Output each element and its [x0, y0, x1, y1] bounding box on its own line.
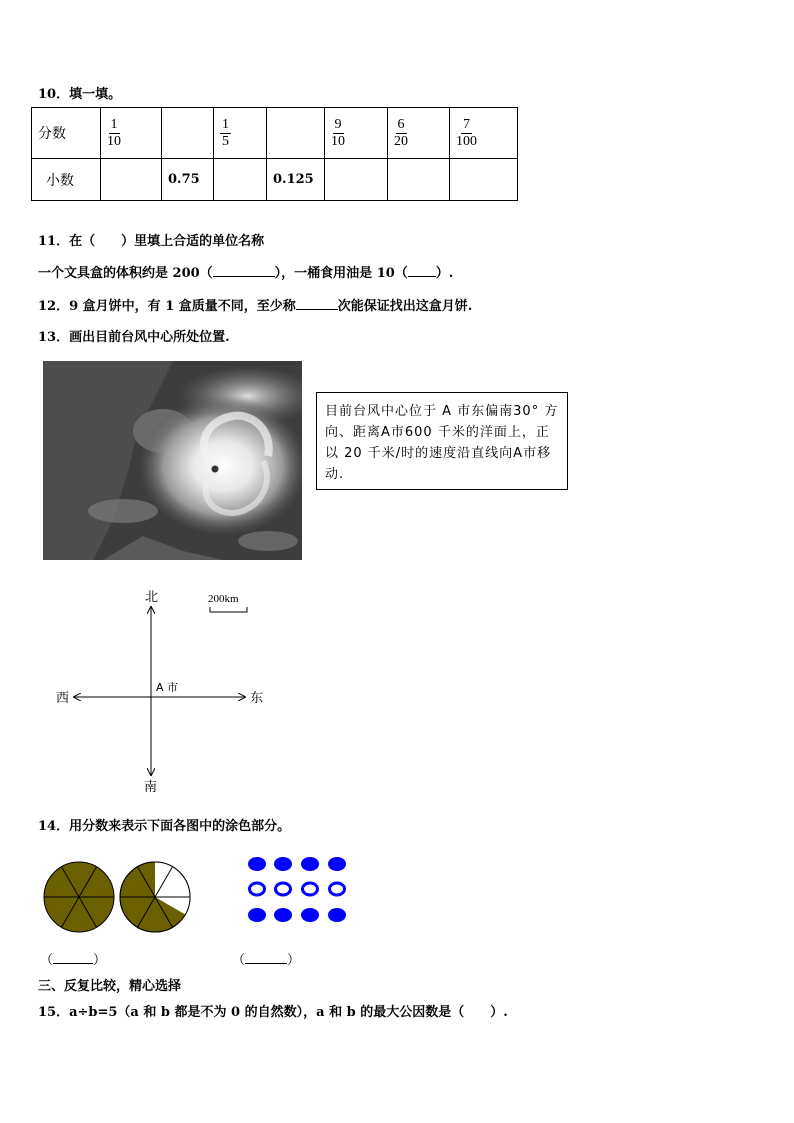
- fraction: $\frac{6}{20}$: [394, 116, 408, 149]
- decimal-cell: 0.75: [162, 159, 214, 201]
- q11-title: 11．在（ ）里填上合适的单位名称: [38, 234, 265, 249]
- decimal-row: [32, 159, 518, 201]
- fraction-cell: [101, 108, 162, 159]
- scale-label: 200km: [208, 593, 239, 605]
- fraction-cell: [325, 108, 388, 159]
- answer-slot-left[interactable]: （ ）: [40, 952, 107, 967]
- dot-figure: [245, 852, 355, 931]
- fraction-cell-blank[interactable]: [162, 108, 214, 159]
- west-label: 西: [56, 691, 70, 706]
- q11-line: [38, 262, 453, 281]
- pie-figures: [40, 857, 195, 941]
- answer-blank[interactable]: [213, 276, 275, 277]
- fraction-cell: [214, 108, 267, 159]
- fraction-decimal-table: [31, 107, 518, 201]
- q12-line: [38, 295, 472, 314]
- east-label: 东: [250, 691, 264, 706]
- fraction: $\frac{1}{10}$: [107, 116, 121, 149]
- full-shaded-circle: [44, 862, 114, 932]
- fraction: $\frac{9}{10}$: [331, 116, 345, 149]
- fraction: $\frac{1}{5}$: [222, 116, 229, 149]
- typhoon-satellite-image: [43, 361, 302, 560]
- fraction-cell: [450, 108, 518, 159]
- partly-shaded-circle: [120, 862, 190, 932]
- q11-text-c: ）.: [435, 266, 454, 281]
- q15-text: 15．a÷b=5（a 和 b 都是不为 0 的自然数），a 和 b 的最大公因数是（ ）.: [38, 1005, 508, 1020]
- q11-text-a: 一个文具盒的体积约是 200（: [38, 266, 213, 281]
- q12-text-a: 12．9 盒月饼中，有 1 盒质量不同，至少称: [38, 299, 296, 314]
- fraction-row: [32, 108, 518, 159]
- answer-blank[interactable]: [408, 276, 436, 277]
- fraction: $\frac{7}{100}$: [456, 116, 477, 149]
- answer-slot-right[interactable]: （ ）: [232, 952, 301, 967]
- q13-title: 13．画出目前台风中心所处位置.: [38, 330, 230, 345]
- decimal-cell-blank[interactable]: [388, 159, 450, 201]
- answer-blank[interactable]: [296, 309, 338, 310]
- typhoon-info-box: 目前台风中心位于 A 市东偏南30° 方向、距离A市600 千米的洋面上，正以 20 千米/时的速度沿直线向A市移动.: [316, 392, 568, 490]
- q12-text-b: 次能保证找出这盒月饼.: [337, 299, 473, 314]
- section-title: 三、反复比较，精心选择: [38, 979, 182, 994]
- fraction-cell-blank[interactable]: [267, 108, 325, 159]
- north-label: 北: [145, 590, 159, 605]
- decimal-cell-blank[interactable]: [450, 159, 518, 201]
- decimal-cell-blank[interactable]: [325, 159, 388, 201]
- scale-bar: [210, 607, 247, 612]
- decimal-cell-blank[interactable]: [101, 159, 162, 201]
- south-label: 南: [144, 780, 158, 795]
- q11-text-b: ），一桶食用油是 10（: [274, 266, 408, 281]
- fraction-cell: [388, 108, 450, 159]
- compass-diagram[interactable]: [40, 585, 280, 804]
- q10-title: 10．填一填。: [38, 87, 122, 102]
- decimal-cell-blank[interactable]: [214, 159, 267, 201]
- decimal-row-label: 小数: [32, 159, 101, 201]
- fraction-row-label: 分数: [32, 108, 101, 159]
- q14-title: 14．用分数来表示下面各图中的涂色部分。: [38, 819, 291, 834]
- city-label: A 市: [156, 681, 179, 694]
- decimal-cell: 0.125: [267, 159, 325, 201]
